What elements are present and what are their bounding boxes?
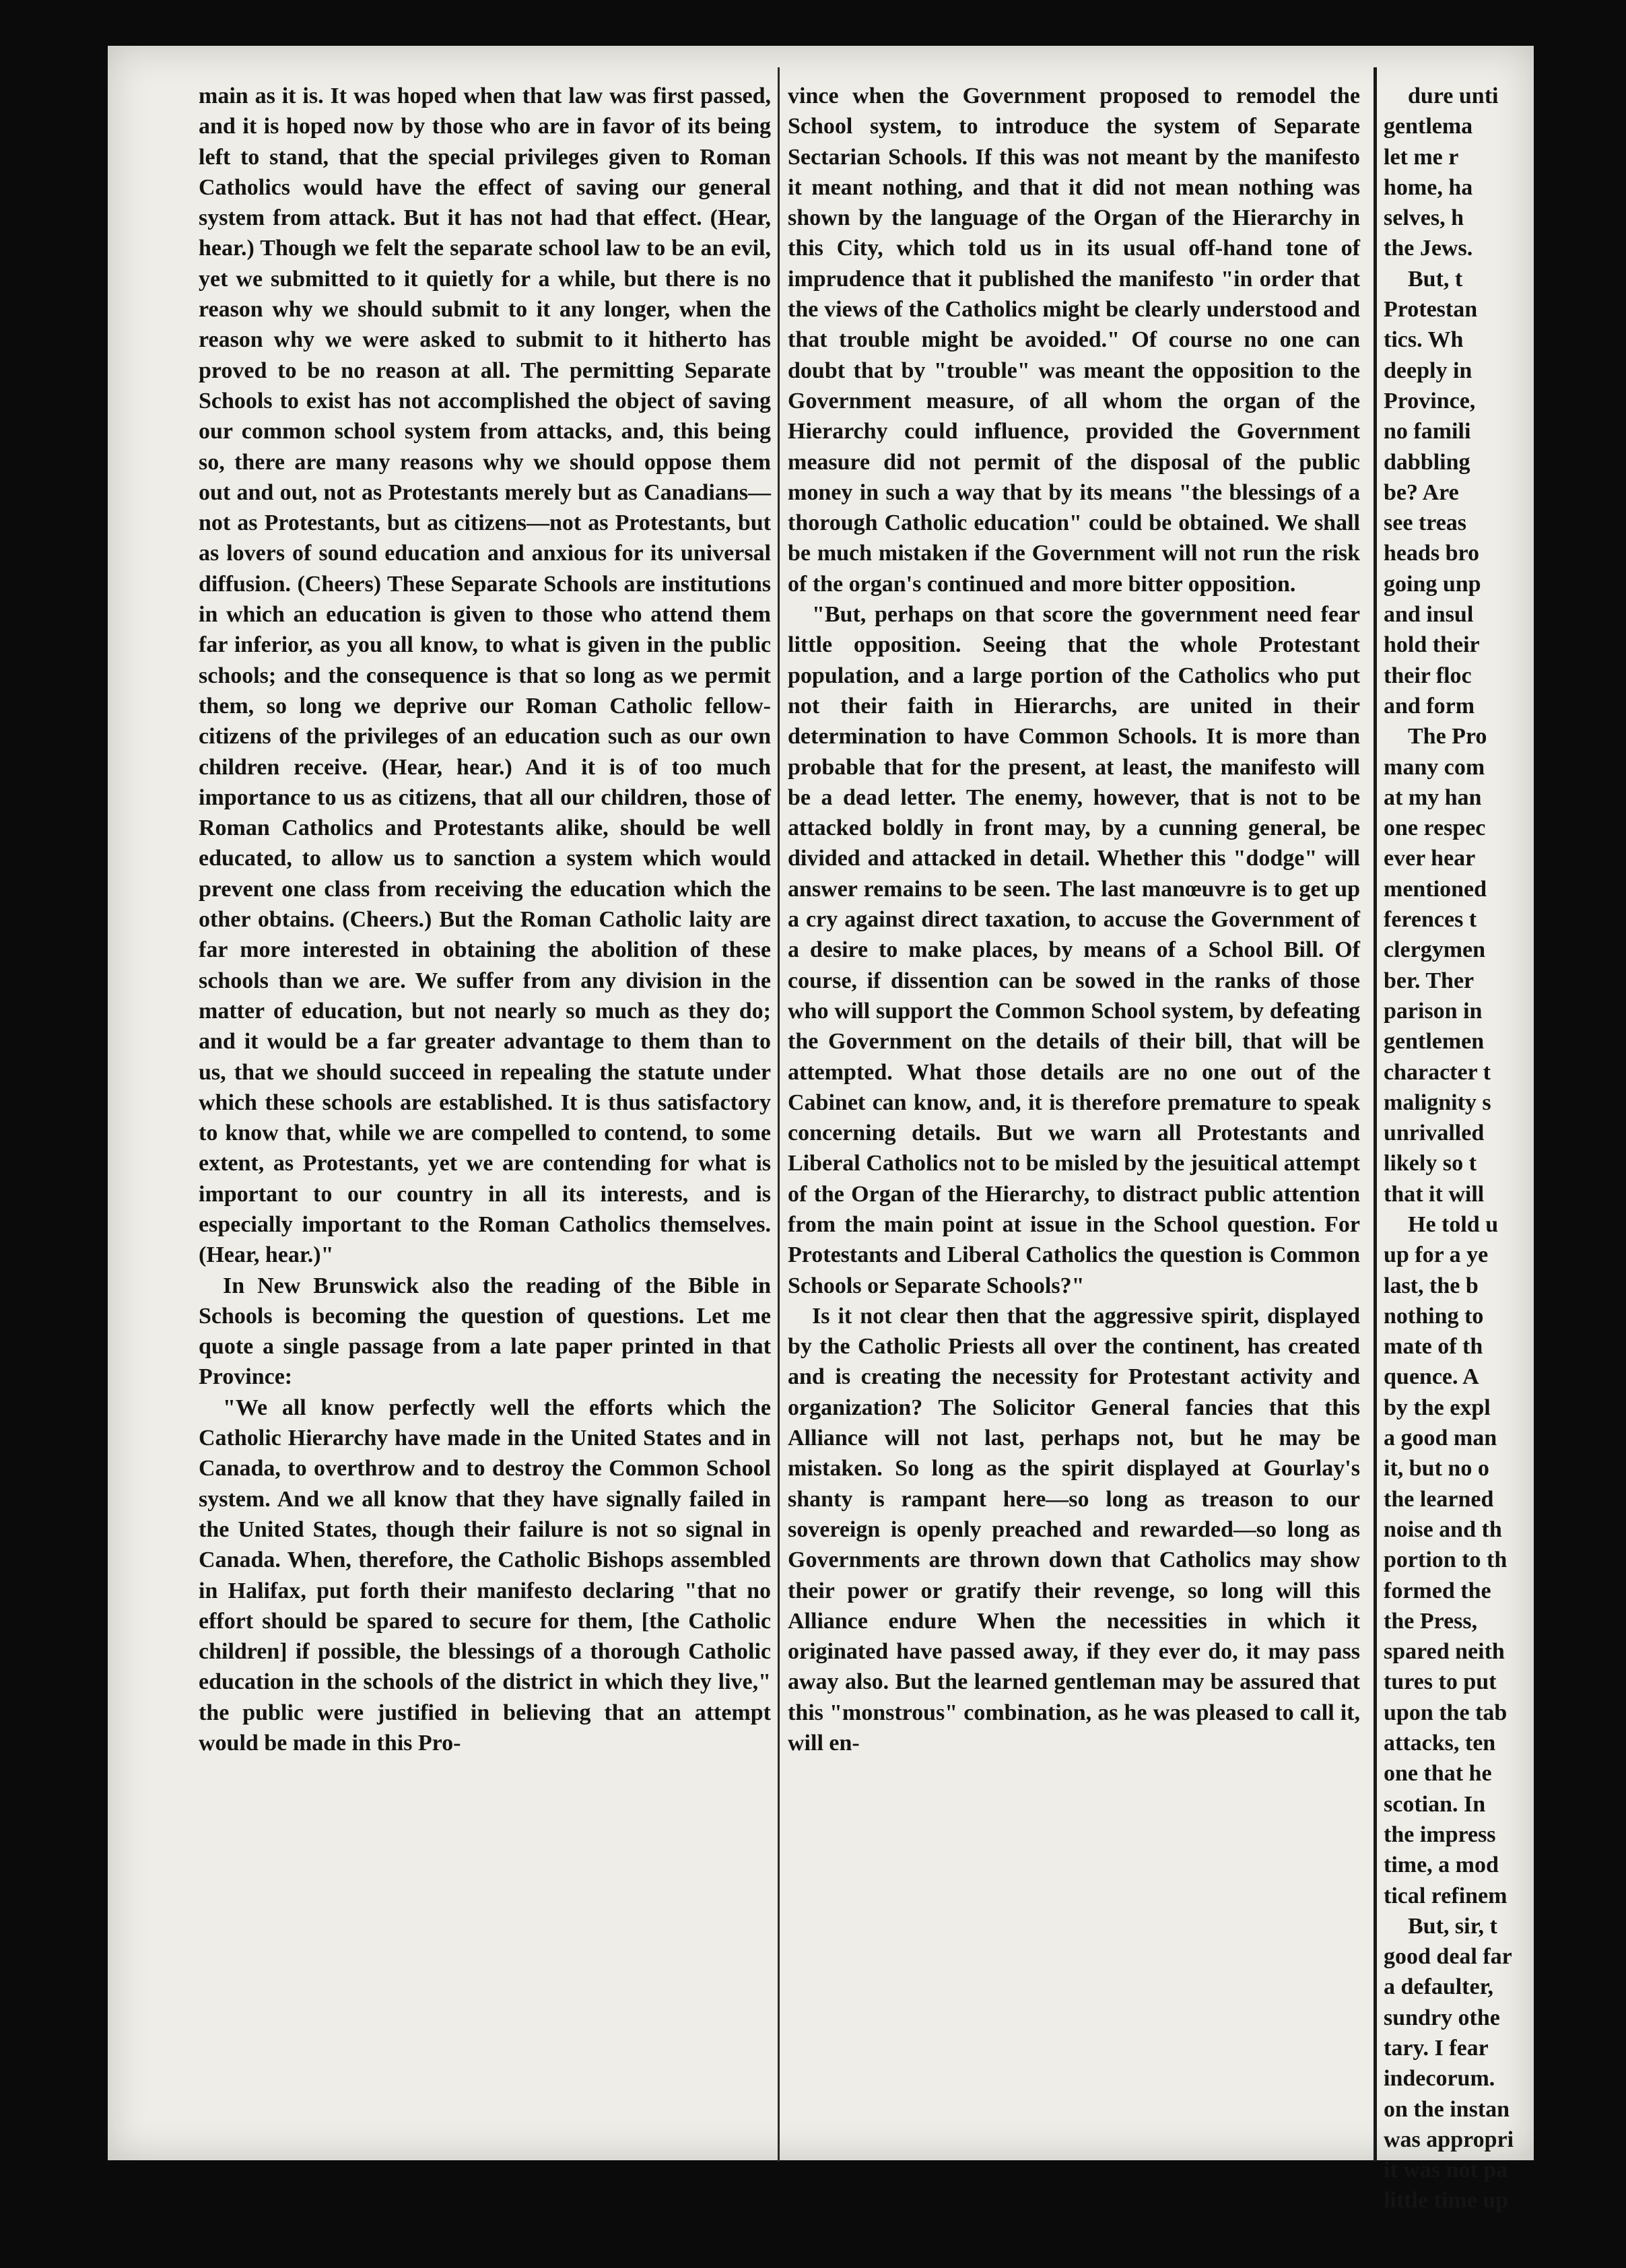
text-line-fragment: be? Are [1384, 479, 1459, 505]
text-line-fragment: gentlema [1384, 114, 1473, 139]
text-line-fragment: was appropri [1384, 2127, 1514, 2152]
text-line-fragment: one respec [1384, 815, 1486, 841]
text-line-fragment: heads bro [1384, 541, 1480, 566]
text-line-fragment: deeply in [1384, 358, 1472, 383]
paragraph: In New Brunswick also the reading of the Bible in Schools is becoming the question of questions. Let me quote a single passage from a late paper printed in that Province: [199, 1273, 771, 1390]
text-line-fragment: good deal far [1384, 1944, 1512, 1970]
text-line-fragment: on the instan [1384, 2096, 1510, 2122]
text-line-fragment: sundry othe [1384, 2005, 1500, 2030]
text-line-fragment: gentlemen [1384, 1029, 1485, 1055]
text-line-fragment: scotian. In [1384, 1791, 1486, 1817]
text-line-fragment: home, ha [1384, 174, 1473, 200]
text-line-fragment: character t [1384, 1059, 1491, 1085]
text-line-fragment: spared neith [1384, 1639, 1505, 1665]
text-line-fragment: clergymen [1384, 937, 1486, 963]
text-line-fragment: and form [1384, 693, 1475, 719]
article-column-right-cropped [1384, 81, 1626, 2213]
text-line-fragment: But, t [1408, 266, 1463, 292]
text-line-fragment: their floc [1384, 663, 1472, 688]
text-line-fragment: one that he [1384, 1761, 1492, 1787]
text-line-fragment: tures to put [1384, 1669, 1497, 1695]
text-line-fragment: But, sir, t [1408, 1913, 1497, 1939]
text-line-fragment: selves, h [1384, 205, 1464, 231]
text-line-fragment: unrivalled [1384, 1121, 1485, 1146]
text-line-fragment: indecorum. [1384, 2066, 1495, 2092]
text-line-fragment: going unp [1384, 571, 1481, 597]
article-column-middle [788, 81, 1360, 2155]
text-line-fragment: ever hear [1384, 846, 1476, 871]
paragraph-quote: "We all know perfectly well the efforts which the Catholic Hierarchy have made in the United States and in Canada, to overthrow and to destroy the Common School system. And we all know that they have signally failed in the United States, though their failure is not so signal in Canada. When, therefore, the Catholic Bishops assembled in Halifax, put forth their manifesto declaring "that no effort should be spared to secure for them, [the Catholic children] if possible, the blessings of a thorough Catholic education in the schools of the district in which they live," the public were justified in believing that an attempt would be made in this Pro- [199, 1395, 771, 1756]
text-line-fragment: ber. Ther [1384, 968, 1475, 993]
column-rule [1374, 67, 1377, 2162]
text-line-fragment: last, the b [1384, 1273, 1479, 1298]
text-line-fragment: many com [1384, 754, 1485, 780]
text-line-fragment: dabbling [1384, 449, 1470, 475]
text-line-fragment: tary. I fear [1384, 2036, 1489, 2061]
text-line-fragment: tics. Wh [1384, 327, 1464, 353]
text-line-fragment: see treas [1384, 510, 1467, 536]
column-rule [778, 67, 780, 2162]
text-line-fragment: The Pro [1408, 724, 1487, 749]
paragraph: main as it is. It was hoped when that law was first passed, and it is hoped now by those who are in favor of its being left to stand, that the special privileges given to Roman Catholics would have the effect of saving our general system from attack. But it has not had that effect. (Hear, hear.) Though we felt the separate school law to be an evil, yet we submitted to it quietly for a while, but there is no reason why we should submit to it any longer, when the reason why we were asked to submit to it hitherto has proved to be no reason at all. The permitting Separate Schools to exist has not accomplished the object of saving our common school system from attacks, and, this being so, there are many reasons why we should oppose them out and out, not as Protestants merely but as Canadians—not as Protestants, but as citizens—not as Protestants, but as lovers of sound education and anxious for its universal diffusion. (Cheers) These Separate Schools are institutions in which an education is given to those who attend them far inferior, as you all know, to what is given in the public schools; and the consequence is that so long as we permit them, so long we deprive our Roman Catholic fellow-citizens of the privileges of an education such as our own children receive. (Hear, hear.) And it is of too much importance to us as citizens, that all our children, those of Roman Catholics and Protestants alike, should be well educated, to allow us to sanction a system which would prevent one class from receiving the education which the other obtains. (Cheers.) But the Roman Catholic laity are far more interested in obtaining the abolition of these schools than we are. We suffer from any division in the matter of education, but not nearly so much as they do; and it would be a far greater advantage to them than to us, that we should succeed in repealing the statute under which these schools are established. It is thus satisfactory to know that, while we are compelled to contend, to some extent, as Protestants, yet we are contending for what is important to our country in all its interests, and is especially important to the Roman Catholics themselves. (Hear, hear.)" [199, 84, 771, 1268]
text-line-fragment: formed the [1384, 1578, 1491, 1603]
text-line-fragment: up for a ye [1384, 1242, 1489, 1268]
article-column-left [199, 81, 771, 2155]
text-line-fragment: dure unti [1408, 84, 1499, 108]
text-line-fragment: let me r [1384, 144, 1459, 170]
text-line-fragment: parison in [1384, 998, 1483, 1024]
text-line-fragment: mentioned [1384, 876, 1487, 902]
text-line-fragment: that it will [1384, 1181, 1485, 1207]
text-line-fragment: at my han [1384, 785, 1482, 810]
text-line-fragment: the Press, [1384, 1608, 1478, 1634]
paragraph: Is it not clear then that the aggressive spirit, displayed by the Catholic Priests all over the continent, has created and is creating the necessity for Protestant activity and organization? The Solicitor General fancies that this Alliance will not last, perhaps not, but he may be mistaken. So long as the spirit displayed at Gourlay's shanty is rampant here—so long as treason to our sovereign is openly preached and rewarded—so long as Governments are thrown down that Catholics may show their power or gratify their revenge, so long will this Alliance endure When the necessities in which it originated have passed away, if they ever do, it may pass away also. But the learned gentleman may be assured that this "monstrous" combination, as he was pleased to call it, will en- [788, 1303, 1360, 1756]
text-line-fragment: He told u [1408, 1211, 1499, 1237]
paragraph: vince when the Government proposed to remodel the School system, to introduce the system of Separate Sectarian Schools. If this was not meant by the manifesto it meant nothing, and that it did not mean nothing was shown by the language of the Organ of the Hierarchy in this City, which told us in its usual off-hand tone of imprudence that it published the manifesto "in order that the views of the Catholics might be clearly understood and that trouble might be avoided." Of course no one can doubt that by "trouble" was meant the opposition to the Government measure, of all whom the organ of the Hierarchy could influence, provided the Government measure did not permit of the disposal of the public money in such a way that by its means "the blessings of a thorough Catholic education" could be obtained. We shall be much mistaken if the Government will not run the risk of the organ's continued and more bitter opposition. [788, 84, 1360, 597]
text-line-fragment: the Jews. [1384, 236, 1473, 261]
text-line-fragment: hold their [1384, 632, 1480, 658]
text-line-fragment: mate of th [1384, 1334, 1483, 1360]
text-line-fragment: the learned [1384, 1486, 1494, 1512]
text-line-fragment: and insul [1384, 602, 1474, 628]
text-line-fragment: a good man [1384, 1426, 1497, 1451]
text-line-fragment: little time up [1384, 2188, 1509, 2213]
text-line-fragment: Protestan [1384, 297, 1478, 323]
text-line-fragment: a defaulter, [1384, 1974, 1494, 2000]
text-line-fragment: time, a mod [1384, 1853, 1499, 1878]
text-line-fragment: by the expl [1384, 1395, 1491, 1420]
paragraph-quote: "But, perhaps on that score the government need fear little opposition. Seeing that the whole Protestant population, and a large portion of the Catholics who put not their faith in Hierarchs, are united in their determination to have Common Schools. It is more than probable that for the present, at least, the manifesto will be a dead letter. The enemy, however, that is not to be attacked boldly in front may, by a cunning general, be divided and attacked in detail. Whether this "dodge" will answer remains to be seen. The last manœuvre is to get up a cry against direct taxation, to accuse the Government of a desire to make places, by means of a School Bill. Of course, if dissention can be sowed in the ranks of those who will support the Common School system, by defeating the Government on the details of their bill, that will be attempted. What those details are no one out of the Cabinet can know, and, it is therefore premature to speak concerning details. But we warn all Protestants and Liberal Catholics not to be misled by the jesuitical attempt of the Organ of the Hierarchy, to distract public attention from the main point at issue in the School question. For Protestants and Liberal Catholics the question is Common Schools or Separate Schools?" [788, 602, 1360, 1298]
text-line-fragment: upon the tab [1384, 1700, 1508, 1725]
text-line-fragment: the impress [1384, 1822, 1496, 1847]
text-line-fragment: Province, [1384, 388, 1476, 413]
text-line-fragment: it, but no o [1384, 1456, 1489, 1481]
text-line-fragment: no famili [1384, 419, 1471, 444]
text-line-fragment: quence. A [1384, 1364, 1479, 1390]
text-line-fragment: noise and th [1384, 1516, 1502, 1542]
text-line-fragment: likely so t [1384, 1151, 1477, 1176]
text-line-fragment: ferences t [1384, 907, 1477, 933]
text-line-fragment: portion to th [1384, 1547, 1508, 1573]
text-line-fragment: tical refinem [1384, 1883, 1508, 1908]
text-line-fragment: nothing to [1384, 1303, 1484, 1329]
text-line-fragment: attacks, ten [1384, 1731, 1496, 1756]
text-line-fragment: malignity s [1384, 1090, 1491, 1115]
text-line-fragment: it was not pa [1384, 2158, 1508, 2183]
